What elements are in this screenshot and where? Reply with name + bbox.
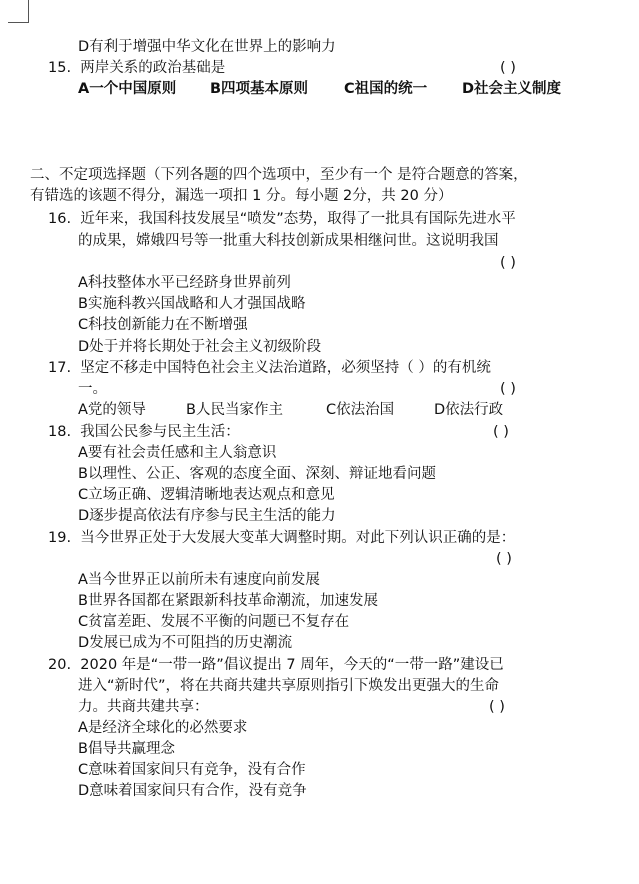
question-number: 18. (48, 424, 72, 440)
question-number: 15. (48, 60, 72, 76)
q18-option-c: C立场正确、逻辑清晰地表达观点和意见 (78, 487, 335, 503)
question-stem: 当今世界正处于大发展大变革大调整时期。对此下列认识正确的是： (80, 530, 516, 546)
section-2-heading-line2: 有错选的该题不得分，漏选一项扣 1 分。每小题 2分，共 20 分） (30, 188, 453, 204)
question-19-stem (48, 528, 515, 548)
question-stem: 两岸关系的政治基础是 (80, 60, 226, 76)
answer-paren: ( ) (496, 551, 512, 567)
question-20-stem-line1 (48, 655, 504, 675)
question-stem: 近年来，我国科技发展呈“喷发”态势，取得了一批具有国际先进水平 (80, 211, 516, 227)
answer-paren: ( ) (500, 381, 516, 397)
answer-paren: ( ) (500, 60, 516, 76)
page-corner-mark (28, 0, 29, 22)
question-stem: 2020 年是“一带一路”倡议提出 7 周年，今天的“一带一路”建设已 (80, 657, 504, 673)
question-16-stem-line1 (48, 209, 516, 229)
q15-option-c: C祖国的统一 (344, 81, 428, 97)
q20-option-a: A是经济全球化的必然要求 (78, 720, 248, 736)
question-stem: 我国公民参与民主生活： (80, 424, 240, 440)
q16-option-c: C科技创新能力在不断增强 (78, 317, 248, 333)
answer-paren: ( ) (500, 255, 516, 271)
q20-option-d: D意味着国家间只有合作，没有竞争 (78, 783, 307, 799)
q17-option-d: D依法行政 (434, 402, 504, 418)
question-number: 19. (48, 530, 72, 546)
q15-option-b: B四项基本原则 (210, 81, 309, 97)
q19-option-a: A当今世界正以前所未有速度向前发展 (78, 572, 320, 588)
question-number: 17. (48, 360, 72, 376)
q18-option-d: D逐步提高依法有序参与民主生活的能力 (78, 508, 336, 524)
prev-option-d: D有利于增强中华文化在世界上的影响力 (78, 39, 336, 55)
answer-paren: ( ) (493, 424, 509, 440)
q15-option-d: D社会主义制度 (462, 81, 562, 97)
q17-option-c: C依法治国 (326, 402, 395, 418)
question-20-stem-line3: 力。共商共建共享： (78, 699, 209, 715)
q20-option-c: C意味着国家间只有竞争，没有合作 (78, 762, 306, 778)
page-corner-mark-horizontal (8, 22, 29, 23)
question-number: 20. (48, 657, 72, 673)
q15-option-a: A一个中国原则 (78, 81, 177, 97)
question-17-stem-line2: 一。 (78, 381, 107, 397)
q19-option-c: C贫富差距、发展不平衡的问题已不复存在 (78, 614, 350, 630)
q17-option-b: B人民当家作主 (186, 402, 283, 418)
question-17-stem-line1 (48, 358, 491, 378)
q18-option-a: A要有社会责任感和主人翁意识 (78, 445, 277, 461)
q16-option-a: A科技整体水平已经跻身世界前列 (78, 275, 291, 291)
question-18-stem (48, 422, 240, 442)
answer-paren: ( ) (489, 699, 505, 715)
q18-option-b: B以理性、公正、客观的态度全面、深刻、辩证地看问题 (78, 466, 436, 482)
q16-option-b: B实施科教兴国战略和人才强国战略 (78, 296, 306, 312)
question-stem: 坚定不移走中国特色社会主义法治道路，必须坚持（ ）的有机统 (80, 360, 491, 376)
question-16-stem-line2: 的成果，嫦娥四号等一批重大科技创新成果相继问世。这说明我国 (78, 233, 499, 249)
section-2-heading-line1: 二、不定项选择题（下列各题的四个选项中，至少有一个 是符合题意的答案， (30, 167, 528, 183)
q20-option-b: B倡导共赢理念 (78, 741, 175, 757)
question-15-stem (48, 58, 225, 78)
q17-option-a: A党的领导 (78, 402, 146, 418)
question-number: 16. (48, 211, 72, 227)
question-20-stem-line2: 进入“新时代”，将在共商共建共享原则指引下焕发出更强大的生命 (78, 678, 500, 694)
q19-option-b: B世界各国都在紧跟新科技革命潮流，加速发展 (78, 593, 378, 609)
q16-option-d: D处于并将长期处于社会主义初级阶段 (78, 339, 322, 355)
q19-option-d: D发展已成为不可阻挡的历史潮流 (78, 635, 293, 651)
